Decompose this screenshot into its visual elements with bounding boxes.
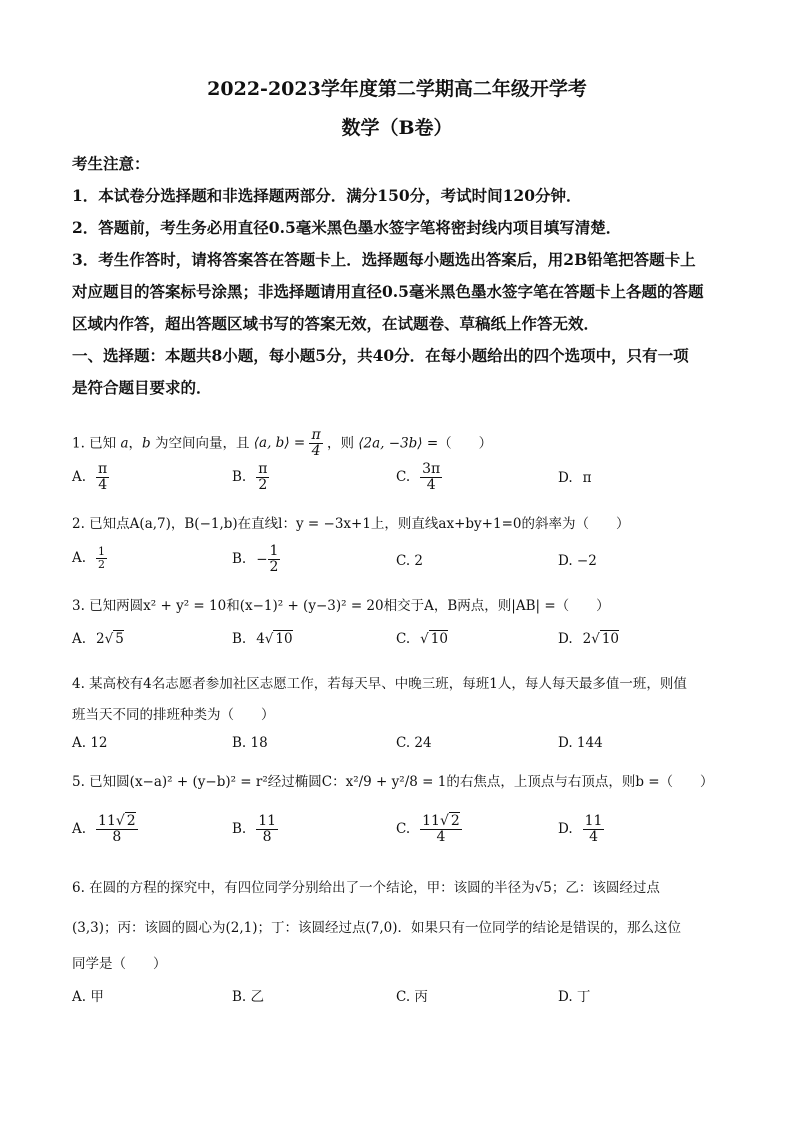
q2-option-b: B. − $\frac{1}{2}$ (232, 543, 279, 576)
q6-option-c: C. 丙 (396, 989, 428, 1005)
q2-option-a: A. $\frac{1}{2}$ (72, 545, 106, 572)
q3-option-b: B. 4√ 10 (232, 631, 293, 647)
q5-option-c: C. $\frac{11√ 2}{4}$ (396, 813, 460, 846)
q1-option-a: A. $\frac{\pi}{4}$ (72, 461, 108, 494)
notice-item-2: 2．答题前，考生务必用直径0.5毫米黑色墨水签字笔将密封线内项目填写清楚． (72, 218, 622, 237)
q5-option-b: B. $\frac{11}{8}$ (232, 813, 277, 846)
question-2-stem: 2. 已知点A(a,7)，B(−1,b)在直线l：y = −3x+1上，则直线ax+by+1=0的斜率为（ ） (72, 516, 630, 532)
question-6-stem-line1: 6. 在圆的方程的探究中，有四位同学分别给出了一个结论，甲：该圆的半径为√5；乙：该圆经过点 (72, 880, 660, 896)
q6-option-d: D. 丁 (558, 989, 591, 1005)
q1-frac-pi4: $\frac{\pi}{4}$ (311, 427, 321, 460)
q4-option-a: A. 12 (72, 735, 108, 751)
q4-option-c: C. 24 (396, 735, 432, 751)
question-1-stem: 1. 已知 a，b 为空间向量，且 ⟨a, b⟩ = $\frac{\pi}{4}$ ，则 ⟨2a, −3b⟩ =（ ） (72, 427, 493, 460)
question-4-stem-line1: 4. 某高校有4名志愿者参加社区志愿工作，若每天早、中晚三班，每班1人，每人每天最多值一班，则值 (72, 676, 687, 692)
notice-item-3-cont2: 区域内作答，超出答题区域书写的答案无效，在试题卷、草稿纸上作答无效． (72, 314, 600, 333)
q1-math-target: ⟨2a, −3b⟩ (358, 435, 423, 452)
q6-option-a: A. 甲 (72, 989, 104, 1005)
notice-item-1: 1．本试卷分选择题和非选择题两部分．满分150分，考试时间120分钟． (72, 186, 582, 205)
q2-option-c: C. 2 (396, 553, 424, 569)
notice-heading: 考生注意： (72, 154, 150, 173)
q5-option-a: A. $\frac{11√ 2}{8}$ (72, 813, 136, 846)
question-6-stem-line2: (3,3)；丙：该圆的圆心为(2,1)；丁：该圆经过点(7,0)．如果只有一位同学的结论是错误的，那么这位 (72, 920, 682, 936)
q1-text-c: ，则 (326, 435, 354, 452)
exam-title: 2022-2023学年度第二学期高二年级开学考 (207, 78, 587, 100)
notice-item-3-cont1: 对应题目的答案标号涂黑；非选择题请用直径0.5毫米黑色墨水签字笔在答题卡上各题的答题 (72, 282, 704, 301)
exam-subtitle: 数学（B卷） (341, 117, 453, 139)
q1-text-b: 为空间向量，且 (154, 435, 250, 452)
question-6-stem-line3: 同学是（ ） (72, 956, 167, 972)
notice-item-3: 3．考生作答时，请将答案答在答题卡上．选择题每小题选出答案后，用2B铅笔把答题卡上 (72, 250, 696, 269)
q4-option-b: B. 18 (232, 735, 268, 751)
section-heading-line1: 一、选择题：本题共8小题，每小题5分，共40分．在每小题给出的四个选项中，只有一项 (72, 346, 689, 365)
q1-option-b: B. $\frac{\pi}{2}$ (232, 461, 268, 494)
section-heading-line2: 是符合题目要求的． (72, 378, 212, 397)
q1-text-a: 1. 已知 (72, 435, 117, 452)
q1-text-d: =（ ） (426, 435, 493, 452)
q3-option-a: A. 2√ 5 (72, 631, 124, 647)
q1-option-c: C. $\frac{3\pi}{4}$ (396, 461, 441, 494)
q3-option-c: C. √ 10 (396, 631, 448, 647)
q1-math-b: b (142, 435, 151, 452)
question-3-stem: 3. 已知两圆x² + y² = 10和(x−1)² + (y−3)² = 20相交于A，B两点，则|AB| =（ ） (72, 598, 610, 614)
q1-math-vectors: a (120, 435, 129, 452)
q5-option-d: D. $\frac{11}{4}$ (558, 813, 603, 846)
question-5-stem: 5. 已知圆(x−a)² + (y−b)² = r²经过椭圆C：x²/9 + y²/8 = 1的右焦点，上顶点与右顶点，则b =（ ） (72, 774, 714, 790)
q4-option-d: D. 144 (558, 735, 603, 751)
q1-option-d: D. π (558, 470, 592, 486)
q6-option-b: B. 乙 (232, 989, 265, 1005)
q2-option-d: D. −2 (558, 553, 597, 569)
q3-option-d: D. 2√ 10 (558, 631, 620, 647)
question-4-stem-line2: 班当天不同的排班种类为（ ） (72, 707, 275, 723)
q1-math-angle: ⟨a, b⟩ = $\frac{\pi}{4}$ (253, 427, 321, 460)
